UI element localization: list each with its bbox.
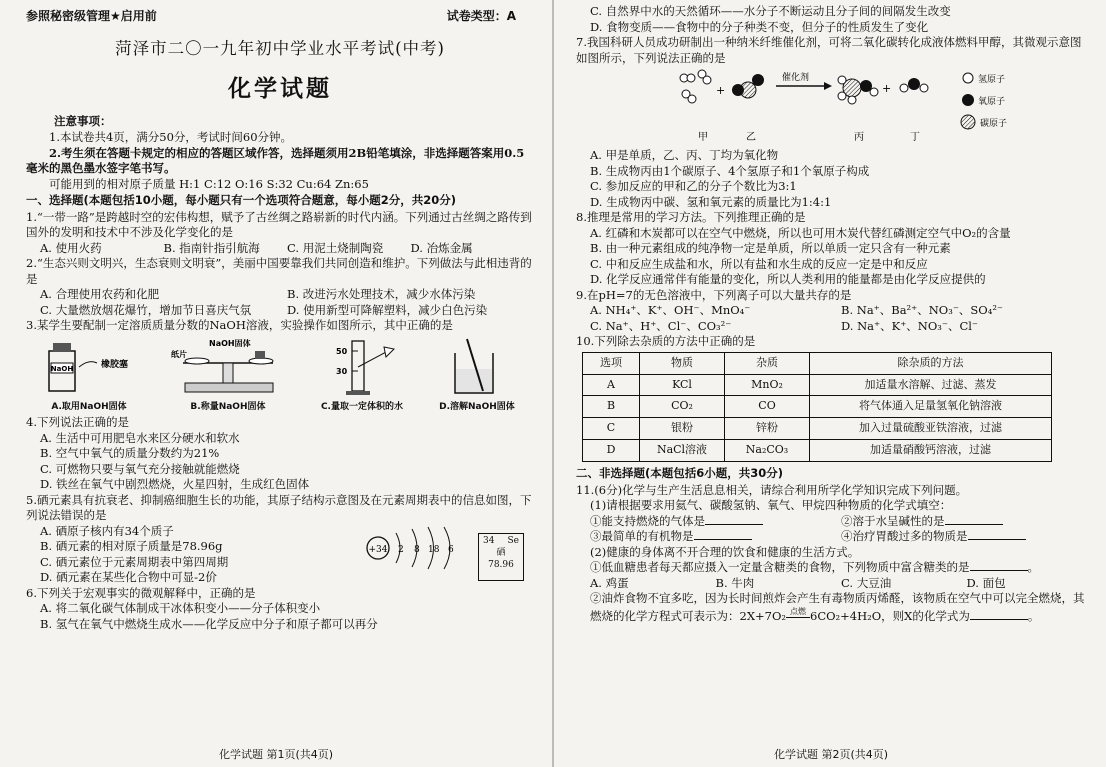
table-cell: MnO₂ bbox=[725, 374, 810, 396]
q11-option-b: B. 牛肉 bbox=[715, 575, 755, 590]
figure-b bbox=[169, 337, 287, 413]
question-9-options-row-1 bbox=[590, 303, 1092, 319]
table-cell: Na₂CO₃ bbox=[725, 440, 810, 462]
q7-option-c: C. 参加反应的甲和乙的分子个数比为3:1 bbox=[590, 179, 797, 194]
q11-blanks-row-2 bbox=[590, 529, 1092, 545]
answer-blank[interactable] bbox=[694, 539, 752, 540]
answer-blank[interactable] bbox=[945, 524, 1003, 525]
figure-a-caption: A.取用NaOH固体 bbox=[51, 401, 127, 412]
table-row bbox=[583, 374, 1052, 396]
table-cell: 加入过量硫酸亚铁溶液，过滤 bbox=[810, 418, 1052, 440]
question-3-figures bbox=[26, 337, 534, 413]
question-1-stem: 1.“一带一路”是跨越时空的宏伟构想，赋予了古丝绸之路崭新的时代内涵。下列通过古丝绸之路传到国外的发明和技术中不涉及化学变化的是 bbox=[26, 209, 532, 240]
solid-label: NaOH固体 bbox=[208, 338, 251, 348]
shell-3-count: 18 bbox=[428, 544, 440, 555]
q11-blank-4-wrap bbox=[841, 529, 1092, 545]
q6-option-b: B. 氢气在氧气中燃烧生成水——化学反应中分子和原子都可以再分 bbox=[40, 616, 378, 631]
question-8-stem: 8.推理是常用的学习方法。下列推理正确的是 bbox=[576, 210, 806, 225]
answer-blank[interactable] bbox=[968, 539, 1026, 540]
q6-option-d: D. 食物变质——食物中的分子种类不变，但分子的性质发生了变化 bbox=[590, 19, 929, 34]
table-cell: CO₂ bbox=[640, 396, 725, 418]
q1-option-b: B. 指南针指引航海 bbox=[163, 240, 260, 255]
periodic-table-cell bbox=[478, 533, 524, 581]
stopper-label: 橡胶塞 bbox=[100, 359, 128, 370]
subject-title: 化学试题 bbox=[228, 76, 332, 103]
q4-option-d: D. 铁丝在氧气中剧烈燃烧，火星四射，生成红色固体 bbox=[40, 477, 310, 492]
q11-option-a: A. 鸡蛋 bbox=[590, 575, 629, 590]
reagent-bottle-illustration bbox=[43, 337, 135, 397]
question-1-options bbox=[40, 241, 534, 257]
table-cell: 加适量硝酸钙溶液，过滤 bbox=[810, 440, 1052, 462]
q11-blank-2-label: ②溶于水呈碱性的是 bbox=[841, 513, 945, 528]
question-4-stem: 4.下列说法正确的是 bbox=[26, 415, 129, 429]
q11-option-c: C. 大豆油 bbox=[841, 575, 892, 590]
table-row bbox=[583, 440, 1052, 462]
q2-option-a: A. 合理使用农药和化肥 bbox=[40, 287, 160, 302]
confidentiality-label: 参照秘密级管理★启用前 bbox=[26, 9, 157, 23]
question-11-stem: 11.(6分)化学与生产生活息息相关，请综合利用所学化学知识完成下列问题。 bbox=[576, 482, 968, 497]
col-option: 选项 bbox=[583, 352, 640, 374]
table-cell: 银粉 bbox=[640, 418, 725, 440]
table-cell: 将气体通入足量氢氧化钠溶液 bbox=[810, 396, 1052, 418]
q11-sub-2-tail: 6CO₂+4H₂O，则X的化学式为 bbox=[810, 608, 970, 623]
col-substance: 物质 bbox=[640, 352, 725, 374]
q1-option-a: A. 使用火药 bbox=[40, 240, 102, 255]
catalyst-label: 催化剂 bbox=[782, 73, 810, 84]
label-ding: 丁 bbox=[910, 132, 920, 144]
nucleus-charge: +34 bbox=[368, 544, 388, 555]
question-2-options-row-2 bbox=[40, 303, 534, 319]
reaction-micro-diagram bbox=[676, 68, 1092, 146]
q5-option-b: B. 硒元素的相对原子质量是78.96g bbox=[40, 539, 223, 554]
page-1 bbox=[0, 0, 552, 767]
balance-illustration bbox=[169, 337, 287, 397]
section-2-heading: 二、非选择题(本题包括6小题，共30分) bbox=[576, 465, 784, 480]
q11-blank-2-wrap bbox=[841, 514, 1092, 530]
figure-c-caption: C.量取一定体积的水 bbox=[320, 401, 403, 412]
q11-option-d: D. 面包 bbox=[966, 575, 1006, 590]
figure-c bbox=[321, 337, 403, 413]
page-1-footer: 化学试题 第1页(共4页) bbox=[218, 748, 334, 762]
q2-option-c: C. 大量燃放烟花爆竹，增加节日喜庆气氛 bbox=[40, 302, 252, 317]
scale-50: 50 bbox=[335, 346, 348, 356]
paper-type-label: 试卷类型：A bbox=[446, 9, 516, 23]
table-cell: KCl bbox=[640, 374, 725, 396]
reaction-illustration bbox=[676, 68, 1056, 146]
page-fold-divider bbox=[552, 0, 554, 767]
figure-d bbox=[437, 337, 517, 413]
q11-blank-4-label: ④治疗胃酸过多的物质是 bbox=[841, 529, 968, 544]
atomic-mass: 78.96 bbox=[488, 559, 514, 570]
q5-option-a: A. 硒原子核内有34个质子 bbox=[40, 523, 174, 538]
shell-4-count: 6 bbox=[448, 544, 454, 555]
impurity-removal-table bbox=[582, 352, 1052, 462]
q11-sub-2-text: ②油炸食物不宜多吃，因为长时间煎炸会产生有毒物质丙烯醛，该物质在空气中可以完全燃烧，其燃烧的化学方程式可表示为：2X+7O₂ bbox=[590, 591, 1085, 623]
q1-option-c: C. 用泥土烧制陶瓷 bbox=[287, 240, 384, 255]
table-cell: B bbox=[583, 396, 640, 418]
question-6-stem: 6.下列关于宏观事实的微观解释中，正确的是 bbox=[26, 585, 256, 600]
table-cell: D bbox=[583, 440, 640, 462]
exam-title: 菏泽市二〇一九年初中学业水平考试(中考) bbox=[115, 39, 445, 59]
question-9-stem: 9.在pH=7的无色溶液中，下列离子可以大量共存的是 bbox=[576, 287, 852, 302]
q11-blank-1-wrap bbox=[590, 514, 841, 530]
q5-option-c: C. 硒元素位于元素周期表中第四周期 bbox=[40, 554, 229, 569]
q11-blank-3-wrap bbox=[590, 529, 841, 545]
q4-option-b: B. 空气中氧气的质量分数约为21% bbox=[40, 446, 220, 461]
reaction-condition: 点燃 bbox=[786, 607, 810, 619]
q4-option-a: A. 生活中可用肥皂水来区分硬水和软水 bbox=[40, 430, 240, 445]
table-row bbox=[583, 418, 1052, 440]
q9-option-a: A. NH₄⁺、K⁺、OH⁻、MnO₄⁻ bbox=[590, 303, 751, 318]
q11-sub-1: ①低血糖患者每天都应摄入一定量含糖类的食物，下列物质中富含糖类的是 。 bbox=[590, 560, 1039, 575]
q11-part-1: (1)请根据要求用氦气、碳酸氢钠、氧气、甲烷四种物质的化学式填空： bbox=[590, 498, 952, 513]
q8-option-d: D. 化学反应通常伴有能量的变化，所以人类利用的能量都是由化学反应提供的 bbox=[590, 272, 986, 287]
answer-blank[interactable] bbox=[970, 570, 1028, 571]
question-9-options-row-2 bbox=[590, 319, 1092, 335]
shell-1-count: 2 bbox=[398, 544, 404, 555]
table-row bbox=[583, 396, 1052, 418]
q11-blank-3-label: ③最简单的有机物是 bbox=[590, 529, 694, 544]
table-cell: 加适量水溶解、过滤、蒸发 bbox=[810, 374, 1052, 396]
table-cell: NaCl溶液 bbox=[640, 440, 725, 462]
q9-option-d: D. Na⁺、K⁺、NO₃⁻、Cl⁻ bbox=[841, 318, 978, 333]
question-5-stem: 5.硒元素具有抗衰老、抑制癌细胞生长的功能，其原子结构示意图及在元素周期表中的信息如图，下列说法错误的是 bbox=[26, 492, 532, 523]
q9-option-c: C. Na⁺、H⁺、Cl⁻、CO₃²⁻ bbox=[590, 318, 732, 333]
question-2-stem: 2.“生态兴则文明兴，生态衰则文明衰”，美丽中国要靠我们共同创造和维护。下列做法与此相违背的是 bbox=[26, 256, 532, 286]
q5-option-d: D. 硒元素在某些化合物中可显-2价 bbox=[40, 570, 217, 585]
table-cell: A bbox=[583, 374, 640, 396]
label-jia: 甲 bbox=[698, 132, 708, 144]
graduated-cylinder-illustration bbox=[322, 337, 402, 397]
bottle-label: NaOH bbox=[50, 364, 74, 373]
q11-sub-1-text: ①低血糖患者每天都应摄入一定量含糖类的食物，下列物质中富含糖类的是 bbox=[590, 560, 970, 575]
q8-option-b: B. 由一种元素组成的纯净物一定是单质，所以单质一定只含有一种元素 bbox=[590, 241, 951, 256]
col-impurity: 杂质 bbox=[725, 352, 810, 374]
table-cell: 锌粉 bbox=[725, 418, 810, 440]
note-2: 2.考生须在答题卡规定的相应的答题区域作答，选择题须用2B铅笔填涂，非选择题答案用0.5毫米的黑色墨水签字笔书写。 bbox=[26, 145, 525, 176]
legend-hydrogen: 氢原子 bbox=[978, 75, 1006, 86]
q11-blanks-row-1 bbox=[590, 514, 1092, 530]
note-1: 1.本试卷共4页，满分50分，考试时间60分钟。 bbox=[49, 130, 293, 145]
selenium-atom-structure-diagram bbox=[364, 523, 474, 573]
section-1-heading: 一、选择题(本题包括10小题，每小题只有一个选项符合题意，每小题2分，共20分) bbox=[26, 193, 457, 208]
svg-text:+: + bbox=[882, 82, 892, 96]
q2-option-d: D. 使用新型可降解塑料，减少白色污染 bbox=[287, 302, 488, 317]
figure-d-caption: D.溶解NaOH固体 bbox=[439, 401, 515, 412]
page-2 bbox=[556, 0, 1106, 767]
legend-carbon: 碳原子 bbox=[980, 119, 1008, 130]
figure-b-caption: B.称量NaOH固体 bbox=[190, 401, 266, 412]
q11-blank-1-label: ①能支持燃烧的气体是 bbox=[590, 513, 705, 528]
q6-option-c: C. 自然界中水的天然循环——水分子不断运动且分子间的间隔发生改变 bbox=[590, 4, 951, 18]
table-header-row bbox=[583, 352, 1052, 374]
question-10-stem: 10.下列除去杂质的方法中正确的是 bbox=[576, 334, 756, 349]
q7-option-d: D. 生成物丙中碳、氢和氧元素的质量比为1:4:1 bbox=[590, 194, 832, 209]
page-header bbox=[26, 8, 534, 24]
q11-part-2: (2)健康的身体离不开合理的饮食和健康的生活方式。 bbox=[590, 544, 860, 559]
q7-option-a: A. 甲是单质，乙、丙、丁均为氧化物 bbox=[590, 148, 779, 163]
q8-option-c: C. 中和反应生成盐和水，所以有盐和水生成的反应一定是中和反应 bbox=[590, 256, 928, 271]
table-cell: C bbox=[583, 418, 640, 440]
label-bing: 丙 bbox=[854, 132, 864, 144]
element-symbol: Se bbox=[507, 535, 519, 546]
q8-option-a: A. 红磷和木炭都可以在空气中燃烧，所以也可用木炭代替红磷测定空气中O₂的含量 bbox=[590, 225, 1011, 240]
paper-label: 纸片 bbox=[170, 349, 187, 359]
q6-option-a: A. 将二氧化碳气体制成干冰体积变小——分子体积变小 bbox=[40, 601, 321, 616]
notes-title: 注意事项： bbox=[54, 113, 112, 128]
legend-oxygen: 氧原子 bbox=[978, 97, 1006, 108]
question-3-stem: 3.某学生要配制一定溶质质量分数的NaOH溶液，实验操作如图所示，其中正确的是 bbox=[26, 318, 453, 333]
answer-blank[interactable] bbox=[970, 619, 1028, 620]
answer-blank[interactable] bbox=[705, 524, 763, 525]
svg-text:+: + bbox=[716, 84, 726, 98]
scale-30: 30 bbox=[335, 366, 348, 376]
figure-a bbox=[43, 337, 135, 413]
q4-option-c: C. 可燃物只要与氧气充分接触就能燃烧 bbox=[40, 461, 240, 476]
q11-sub-1-options bbox=[590, 576, 1092, 592]
q2-option-b: B. 改进污水处理技术，减少水体污染 bbox=[287, 287, 476, 302]
q9-option-b: B. Na⁺、Ba²⁺、NO₃⁻、SO₄²⁻ bbox=[841, 303, 1004, 318]
atomic-number: 34 bbox=[483, 535, 495, 546]
atomic-masses: 可能用到的相对原子质量 H:1 C:12 O:16 S:32 Cu:64 Zn:65 bbox=[49, 176, 369, 191]
col-method: 除杂质的方法 bbox=[810, 352, 1052, 374]
element-name: 硒 bbox=[496, 547, 506, 558]
question-5 bbox=[26, 493, 534, 586]
q11-sub-2: ②油炸食物不宜多吃，因为长时间煎炸会产生有毒物质丙烯醛，该物质在空气中可以完全燃烧，其燃烧的化学方程式可表示为：2X+7O₂ 点燃 6CO₂+4H₂O，则X的化学式为 。 bbox=[590, 591, 1085, 623]
question-7-stem: 7.我国科研人员成功研制出一种纳米纤维催化剂，可将二氧化碳转化成液体燃料甲醇，其微观示意图如图所示，下列说法正确的是 bbox=[576, 35, 1082, 65]
question-2-options-row-1 bbox=[40, 287, 534, 303]
label-yi: 乙 bbox=[746, 132, 756, 144]
page-2-footer: 化学试题 第2页(共4页) bbox=[773, 748, 889, 762]
shell-2-count: 8 bbox=[414, 544, 420, 555]
beaker-illustration bbox=[437, 337, 517, 397]
table-cell: CO bbox=[725, 396, 810, 418]
q7-option-b: B. 生成物丙由1个碳原子、4个氢原子和1个氧原子构成 bbox=[590, 163, 870, 178]
q1-option-d: D. 冶炼金属 bbox=[410, 240, 473, 255]
